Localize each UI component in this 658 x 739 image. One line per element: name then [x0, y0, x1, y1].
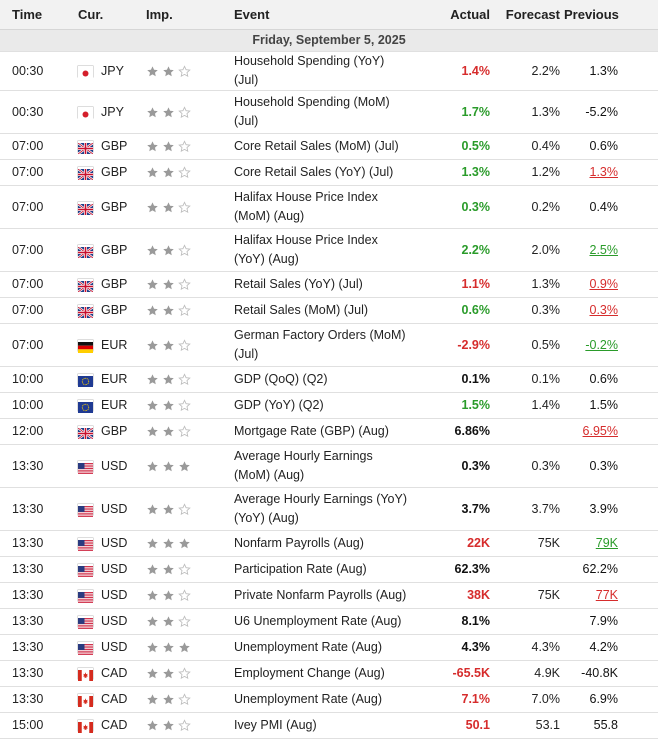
- event-name[interactable]: Employment Change (Aug): [232, 661, 418, 687]
- event-name[interactable]: Mortgage Rate (GBP) (Aug): [232, 419, 418, 445]
- header-time[interactable]: Time: [0, 0, 78, 30]
- star-filled-icon: [146, 201, 159, 214]
- event-name[interactable]: U6 Unemployment Rate (Aug): [232, 609, 418, 635]
- star-filled-icon: [146, 339, 159, 352]
- event-row[interactable]: [0, 229, 658, 272]
- event-row[interactable]: [0, 488, 658, 531]
- event-previous: 6.95%: [582, 424, 618, 438]
- event-actual: 0.3%: [418, 186, 498, 229]
- ca-flag: [78, 694, 93, 705]
- event-name[interactable]: Average Hourly Earnings (MoM) (Aug): [232, 445, 418, 488]
- event-time: 13:30: [0, 635, 78, 661]
- event-actual: -65.5K: [418, 661, 498, 687]
- event-actual: 6.86%: [418, 419, 498, 445]
- star-filled-icon: [162, 719, 175, 732]
- event-actual: 1.7%: [418, 91, 498, 134]
- event-forecast: [498, 609, 564, 635]
- star-filled-icon: [162, 503, 175, 516]
- event-currency-cell: [78, 91, 144, 134]
- star-filled-icon: [162, 399, 175, 412]
- event-importance: [144, 367, 232, 393]
- header-importance[interactable]: Imp.: [144, 0, 232, 30]
- event-actual: 50.1: [418, 713, 498, 739]
- event-previous: 0.3%: [589, 458, 618, 473]
- event-actual: 2.2%: [418, 229, 498, 272]
- event-row[interactable]: [0, 272, 658, 298]
- star-filled-icon: [146, 425, 159, 438]
- event-currency: USD: [101, 614, 128, 628]
- event-currency-cell: [78, 160, 144, 186]
- event-previous: 55.8: [593, 718, 618, 732]
- event-importance: [144, 713, 232, 739]
- event-currency: USD: [101, 458, 128, 473]
- star-filled-icon: [162, 304, 175, 317]
- star-filled-icon: [146, 460, 159, 473]
- event-currency: JPY: [101, 104, 124, 119]
- event-importance: [144, 635, 232, 661]
- event-time: 07:00: [0, 160, 78, 186]
- star-empty-icon: [178, 106, 191, 119]
- star-filled-icon: [178, 460, 191, 473]
- event-previous: 79K: [595, 536, 618, 550]
- event-name[interactable]: German Factory Orders (MoM) (Jul): [232, 324, 418, 367]
- event-time: 07:00: [0, 186, 78, 229]
- event-previous: 0.6%: [589, 372, 618, 386]
- event-forecast: 4.9K: [498, 661, 564, 687]
- event-forecast: [498, 419, 564, 445]
- event-name[interactable]: Unemployment Rate (Aug): [232, 687, 418, 713]
- event-name[interactable]: Retail Sales (MoM) (Jul): [232, 298, 418, 324]
- star-filled-icon: [146, 589, 159, 602]
- us-flag: [78, 538, 93, 549]
- star-filled-icon: [162, 373, 175, 386]
- event-currency-cell: [78, 186, 144, 229]
- event-forecast: 0.5%: [498, 324, 564, 367]
- star-empty-icon: [178, 339, 191, 352]
- event-previous: 7.9%: [589, 614, 618, 628]
- star-empty-icon: [178, 563, 191, 576]
- header-currency[interactable]: Cur.: [78, 0, 144, 30]
- event-forecast: 0.2%: [498, 186, 564, 229]
- event-actual: 1.4%: [418, 52, 498, 91]
- event-name[interactable]: GDP (YoY) (Q2): [232, 393, 418, 419]
- star-filled-icon: [178, 537, 191, 550]
- event-previous: 0.9%: [589, 277, 618, 291]
- event-row[interactable]: [0, 531, 658, 557]
- event-currency: EUR: [101, 337, 128, 352]
- us-flag: [78, 564, 93, 575]
- event-name[interactable]: Halifax House Price Index (MoM) (Aug): [232, 186, 418, 229]
- event-currency: USD: [101, 588, 128, 602]
- event-row[interactable]: [0, 324, 658, 367]
- event-importance: [144, 661, 232, 687]
- us-flag: [78, 616, 93, 627]
- event-currency: EUR: [101, 398, 128, 412]
- star-empty-icon: [178, 693, 191, 706]
- event-currency: USD: [101, 501, 128, 516]
- event-forecast: 0.3%: [498, 445, 564, 488]
- gb-flag: [78, 305, 93, 316]
- header-actual[interactable]: Actual: [418, 0, 498, 30]
- event-time: 13:30: [0, 687, 78, 713]
- event-forecast: 3.7%: [498, 488, 564, 531]
- star-filled-icon: [162, 166, 175, 179]
- star-filled-icon: [146, 719, 159, 732]
- event-importance: [144, 229, 232, 272]
- event-row[interactable]: [0, 687, 658, 713]
- event-name[interactable]: GDP (QoQ) (Q2): [232, 367, 418, 393]
- event-previous: 62.2%: [582, 562, 618, 576]
- header-row: [0, 0, 658, 30]
- event-currency-cell: [78, 609, 144, 635]
- star-filled-icon: [146, 373, 159, 386]
- event-currency-cell: [78, 52, 144, 91]
- event-currency: USD: [101, 640, 128, 654]
- event-name[interactable]: Halifax House Price Index (YoY) (Aug): [232, 229, 418, 272]
- event-importance: [144, 91, 232, 134]
- event-actual: 0.1%: [418, 367, 498, 393]
- event-currency: CAD: [101, 666, 128, 680]
- event-importance: [144, 531, 232, 557]
- event-currency: GBP: [101, 303, 128, 317]
- event-forecast: 0.4%: [498, 134, 564, 160]
- event-currency: EUR: [101, 372, 128, 386]
- event-row[interactable]: [0, 445, 658, 488]
- header-event[interactable]: Event: [232, 0, 418, 30]
- event-forecast: 0.1%: [498, 367, 564, 393]
- event-forecast: 4.3%: [498, 635, 564, 661]
- event-row[interactable]: [0, 419, 658, 445]
- event-importance: [144, 52, 232, 91]
- star-filled-icon: [162, 537, 175, 550]
- event-name[interactable]: Average Hourly Earnings (YoY) (YoY) (Aug): [232, 488, 418, 531]
- gb-flag: [78, 426, 93, 437]
- event-row[interactable]: [0, 186, 658, 229]
- event-row[interactable]: [0, 367, 658, 393]
- star-filled-icon: [146, 399, 159, 412]
- event-name[interactable]: Participation Rate (Aug): [232, 557, 418, 583]
- star-filled-icon: [146, 106, 159, 119]
- event-importance: [144, 583, 232, 609]
- event-time: 10:00: [0, 393, 78, 419]
- event-currency-cell: [78, 583, 144, 609]
- ca-flag: [78, 668, 93, 679]
- star-filled-icon: [162, 615, 175, 628]
- event-name[interactable]: Nonfarm Payrolls (Aug): [232, 531, 418, 557]
- event-currency: USD: [101, 536, 128, 550]
- event-currency-cell: [78, 298, 144, 324]
- event-row[interactable]: [0, 91, 658, 134]
- event-previous: 3.9%: [589, 501, 618, 516]
- event-currency-cell: [78, 557, 144, 583]
- event-time: 15:00: [0, 713, 78, 739]
- event-row[interactable]: [0, 661, 658, 687]
- event-importance: [144, 419, 232, 445]
- event-time: 07:00: [0, 324, 78, 367]
- star-empty-icon: [178, 719, 191, 732]
- jp-flag: [78, 107, 93, 118]
- event-previous: 1.5%: [589, 398, 618, 412]
- event-previous: 77K: [595, 588, 618, 602]
- event-forecast: 1.2%: [498, 160, 564, 186]
- event-previous: 4.2%: [589, 640, 618, 654]
- gb-flag: [78, 141, 93, 152]
- event-previous: 0.3%: [589, 303, 618, 317]
- event-forecast: 1.3%: [498, 272, 564, 298]
- star-filled-icon: [162, 244, 175, 257]
- event-time: 13:30: [0, 661, 78, 687]
- event-previous: 0.6%: [589, 139, 618, 153]
- star-filled-icon: [146, 503, 159, 516]
- us-flag: [78, 642, 93, 653]
- event-actual: 22K: [418, 531, 498, 557]
- star-filled-icon: [162, 589, 175, 602]
- star-filled-icon: [162, 563, 175, 576]
- event-name[interactable]: Unemployment Rate (Aug): [232, 635, 418, 661]
- star-empty-icon: [178, 65, 191, 78]
- event-currency: GBP: [101, 199, 128, 214]
- event-time: 10:00: [0, 367, 78, 393]
- event-actual: 1.1%: [418, 272, 498, 298]
- star-filled-icon: [146, 693, 159, 706]
- star-filled-icon: [162, 425, 175, 438]
- event-name[interactable]: Retail Sales (YoY) (Jul): [232, 272, 418, 298]
- event-row[interactable]: [0, 160, 658, 186]
- star-empty-icon: [178, 615, 191, 628]
- event-actual: 3.7%: [418, 488, 498, 531]
- star-empty-icon: [178, 425, 191, 438]
- event-importance: [144, 324, 232, 367]
- star-filled-icon: [162, 460, 175, 473]
- event-name[interactable]: Private Nonfarm Payrolls (Aug): [232, 583, 418, 609]
- event-actual: 1.3%: [418, 160, 498, 186]
- event-previous: 0.4%: [589, 199, 618, 214]
- event-forecast: 7.0%: [498, 687, 564, 713]
- event-currency-cell: [78, 713, 144, 739]
- event-currency-cell: [78, 531, 144, 557]
- event-currency-cell: [78, 635, 144, 661]
- star-filled-icon: [162, 278, 175, 291]
- header-previous[interactable]: Previous: [564, 0, 658, 30]
- event-row[interactable]: [0, 713, 658, 739]
- gb-flag: [78, 202, 93, 213]
- star-filled-icon: [146, 667, 159, 680]
- event-row[interactable]: [0, 298, 658, 324]
- star-filled-icon: [162, 140, 175, 153]
- star-filled-icon: [146, 140, 159, 153]
- event-currency-cell: [78, 324, 144, 367]
- event-time: 13:30: [0, 583, 78, 609]
- header-forecast[interactable]: Forecast: [498, 0, 564, 30]
- event-actual: 62.3%: [418, 557, 498, 583]
- event-previous: 1.3%: [589, 63, 618, 78]
- event-importance: [144, 557, 232, 583]
- event-forecast: 53.1: [498, 713, 564, 739]
- star-empty-icon: [178, 244, 191, 257]
- star-empty-icon: [178, 140, 191, 153]
- event-importance: [144, 298, 232, 324]
- event-previous: -5.2%: [585, 104, 618, 119]
- event-importance: [144, 272, 232, 298]
- event-actual: 0.3%: [418, 445, 498, 488]
- event-time: 07:00: [0, 229, 78, 272]
- event-currency-cell: [78, 488, 144, 531]
- us-flag: [78, 461, 93, 472]
- eu-flag: [78, 374, 93, 385]
- event-time: 13:30: [0, 557, 78, 583]
- event-time: 00:30: [0, 91, 78, 134]
- de-flag: [78, 340, 93, 351]
- event-time: 00:30: [0, 52, 78, 91]
- event-importance: [144, 445, 232, 488]
- event-time: 07:00: [0, 298, 78, 324]
- event-actual: 1.5%: [418, 393, 498, 419]
- event-importance: [144, 393, 232, 419]
- star-empty-icon: [178, 201, 191, 214]
- event-forecast: 2.2%: [498, 52, 564, 91]
- event-importance: [144, 609, 232, 635]
- event-currency: GBP: [101, 165, 128, 179]
- star-filled-icon: [162, 339, 175, 352]
- event-row[interactable]: [0, 393, 658, 419]
- event-importance: [144, 687, 232, 713]
- event-previous: -40.8K: [581, 666, 618, 680]
- event-importance: [144, 160, 232, 186]
- gb-flag: [78, 279, 93, 290]
- event-row[interactable]: [0, 583, 658, 609]
- event-name[interactable]: Household Spending (MoM) (Jul): [232, 91, 418, 134]
- event-time: 07:00: [0, 272, 78, 298]
- event-row[interactable]: [0, 557, 658, 583]
- star-filled-icon: [178, 641, 191, 654]
- event-time: 13:30: [0, 531, 78, 557]
- star-empty-icon: [178, 589, 191, 602]
- event-row[interactable]: [0, 134, 658, 160]
- event-currency-cell: [78, 445, 144, 488]
- event-currency-cell: [78, 687, 144, 713]
- event-currency-cell: [78, 272, 144, 298]
- event-previous: 6.9%: [589, 692, 618, 706]
- star-filled-icon: [162, 201, 175, 214]
- event-name[interactable]: Household Spending (YoY) (Jul): [232, 52, 418, 91]
- event-time: 13:30: [0, 609, 78, 635]
- event-actual: 38K: [418, 583, 498, 609]
- gb-flag: [78, 167, 93, 178]
- event-forecast: [498, 557, 564, 583]
- star-filled-icon: [162, 65, 175, 78]
- event-currency: CAD: [101, 718, 128, 732]
- event-currency-cell: [78, 393, 144, 419]
- event-forecast: 2.0%: [498, 229, 564, 272]
- event-name[interactable]: Core Retail Sales (MoM) (Jul): [232, 134, 418, 160]
- star-filled-icon: [146, 166, 159, 179]
- star-filled-icon: [146, 244, 159, 257]
- event-forecast: 75K: [498, 531, 564, 557]
- event-time: 13:30: [0, 445, 78, 488]
- event-previous: 1.3%: [589, 165, 618, 179]
- star-filled-icon: [146, 615, 159, 628]
- star-filled-icon: [146, 537, 159, 550]
- event-currency-cell: [78, 367, 144, 393]
- star-empty-icon: [178, 278, 191, 291]
- event-actual: 8.1%: [418, 609, 498, 635]
- event-importance: [144, 186, 232, 229]
- date-label: Friday, September 5, 2025: [0, 30, 658, 52]
- event-actual: 7.1%: [418, 687, 498, 713]
- event-row[interactable]: [0, 52, 658, 91]
- jp-flag: [78, 66, 93, 77]
- event-time: 07:00: [0, 134, 78, 160]
- us-flag: [78, 590, 93, 601]
- event-currency-cell: [78, 134, 144, 160]
- star-empty-icon: [178, 667, 191, 680]
- event-row[interactable]: [0, 635, 658, 661]
- event-currency-cell: [78, 419, 144, 445]
- star-filled-icon: [146, 641, 159, 654]
- event-importance: [144, 488, 232, 531]
- date-row: [0, 30, 658, 52]
- event-currency: GBP: [101, 424, 128, 438]
- event-currency: JPY: [101, 63, 124, 78]
- star-empty-icon: [178, 399, 191, 412]
- star-empty-icon: [178, 503, 191, 516]
- event-previous: -0.2%: [585, 337, 618, 352]
- event-forecast: 75K: [498, 583, 564, 609]
- event-currency: GBP: [101, 139, 128, 153]
- event-time: 13:30: [0, 488, 78, 531]
- star-empty-icon: [178, 166, 191, 179]
- event-importance: [144, 134, 232, 160]
- star-filled-icon: [146, 278, 159, 291]
- event-name[interactable]: Ivey PMI (Aug): [232, 713, 418, 739]
- gb-flag: [78, 245, 93, 256]
- star-empty-icon: [178, 373, 191, 386]
- eu-flag: [78, 400, 93, 411]
- event-currency: GBP: [101, 277, 128, 291]
- star-filled-icon: [146, 304, 159, 317]
- event-currency-cell: [78, 661, 144, 687]
- event-actual: -2.9%: [418, 324, 498, 367]
- star-empty-icon: [178, 304, 191, 317]
- event-forecast: 1.4%: [498, 393, 564, 419]
- star-filled-icon: [162, 693, 175, 706]
- event-previous: 2.5%: [589, 242, 618, 257]
- event-actual: 4.3%: [418, 635, 498, 661]
- event-forecast: 0.3%: [498, 298, 564, 324]
- star-filled-icon: [146, 563, 159, 576]
- star-filled-icon: [162, 106, 175, 119]
- event-actual: 0.6%: [418, 298, 498, 324]
- event-currency: GBP: [101, 242, 128, 257]
- star-filled-icon: [162, 667, 175, 680]
- event-currency: USD: [101, 562, 128, 576]
- star-filled-icon: [146, 65, 159, 78]
- event-time: 12:00: [0, 419, 78, 445]
- event-currency: CAD: [101, 692, 128, 706]
- us-flag: [78, 504, 93, 515]
- event-name[interactable]: Core Retail Sales (YoY) (Jul): [232, 160, 418, 186]
- ca-flag: [78, 720, 93, 731]
- star-filled-icon: [162, 641, 175, 654]
- event-actual: 0.5%: [418, 134, 498, 160]
- event-forecast: 1.3%: [498, 91, 564, 134]
- event-currency-cell: [78, 229, 144, 272]
- event-row[interactable]: [0, 609, 658, 635]
